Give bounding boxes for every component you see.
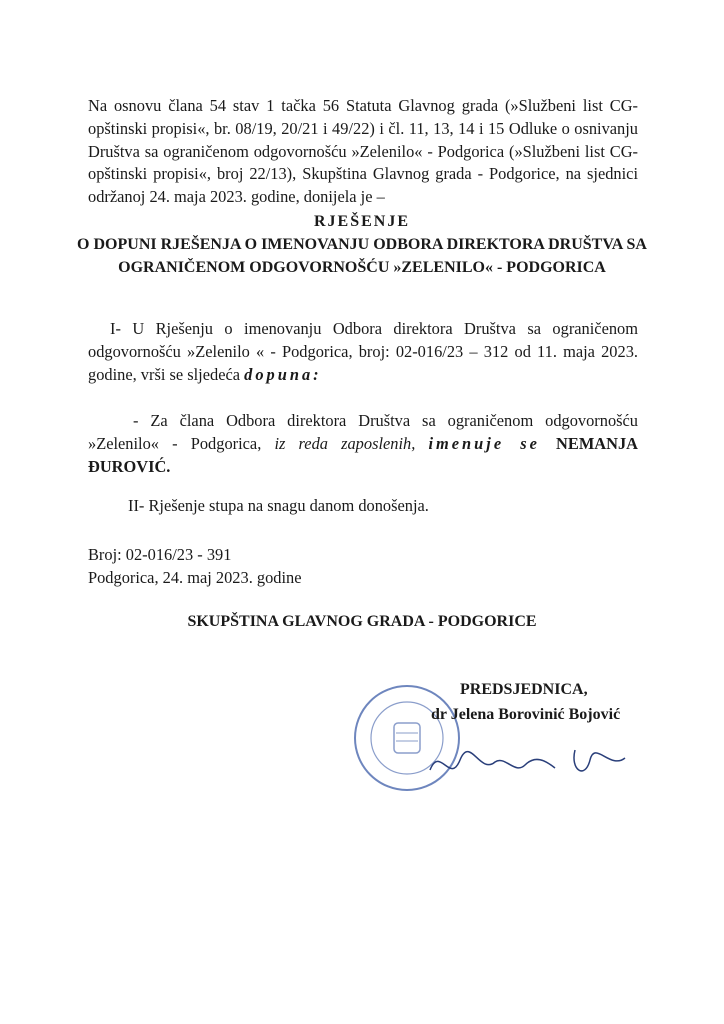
appointee-name: NEMANJA ĐUROVIĆ. xyxy=(88,433,638,476)
appointment-spaced: imenuje se xyxy=(428,433,557,453)
preamble: Na osnovu člana 54 stav 1 tačka 56 Statuta Glavnog grada (»Službeni list CG-opštinski propisi«, br. 08/19, 20/21 i 49/22) i čl. 11, 13, 14 i 15 Odluke o osnivanju Društva sa ograničenom odgovornošću »Zelenilo« - Podgorica (»Službeni list CG-opštinski propisi«, broj 22/13), Skupština Glavnog grada - Podgorice, na sjednici održanoj 24. maja 2023. godine, donijela je – xyxy=(88,96,638,207)
signatory-name: dr Jelena Borovinić Bojović xyxy=(431,706,621,723)
section-one xyxy=(88,318,638,386)
appointment-italic: iz reda zaposlenih, xyxy=(274,433,429,453)
section-one-text: I- U Rješenju o imenovanju Odbora direktora Društva sa ograničenom odgovornošću »Zelenilo « - Podgorica, broj: 02-016/23 – 312 od 11. maja 2023. godine, vrši se sljedeća xyxy=(88,319,638,384)
reference-number: Broj: 02-016/23 - 391 xyxy=(88,545,232,564)
document-subject-line-1: O DOPUNI RJEŠENJA O IMENOVANJU ODBORA DIREKTORA DRUŠTVA SA xyxy=(77,236,647,253)
assembly-name: SKUPŠTINA GLAVNOG GRADA - PODGORICE xyxy=(187,613,537,630)
place-date: Podgorica, 24. maj 2023. godine xyxy=(88,567,302,587)
signature-icon xyxy=(425,740,635,790)
signatory-title: PREDSJEDNICA, xyxy=(460,681,588,698)
reference-block xyxy=(88,544,302,590)
document-subject-line-2: OGRANIČENOM ODGOVORNOŠĆU »ZELENILO« - PODGORICA xyxy=(118,259,606,276)
section-one-emphasis: dopuna: xyxy=(244,364,322,384)
document-heading: RJEŠENJE xyxy=(313,213,411,230)
section-two: II- Rješenje stupa na snagu danom donošenja. xyxy=(128,496,429,515)
appointment-item xyxy=(88,410,638,478)
appointment-text: - Za člana Odbora direktora Društva sa ograničenom odgovornošću »Zelenilo« - Podgorica, xyxy=(88,411,638,453)
